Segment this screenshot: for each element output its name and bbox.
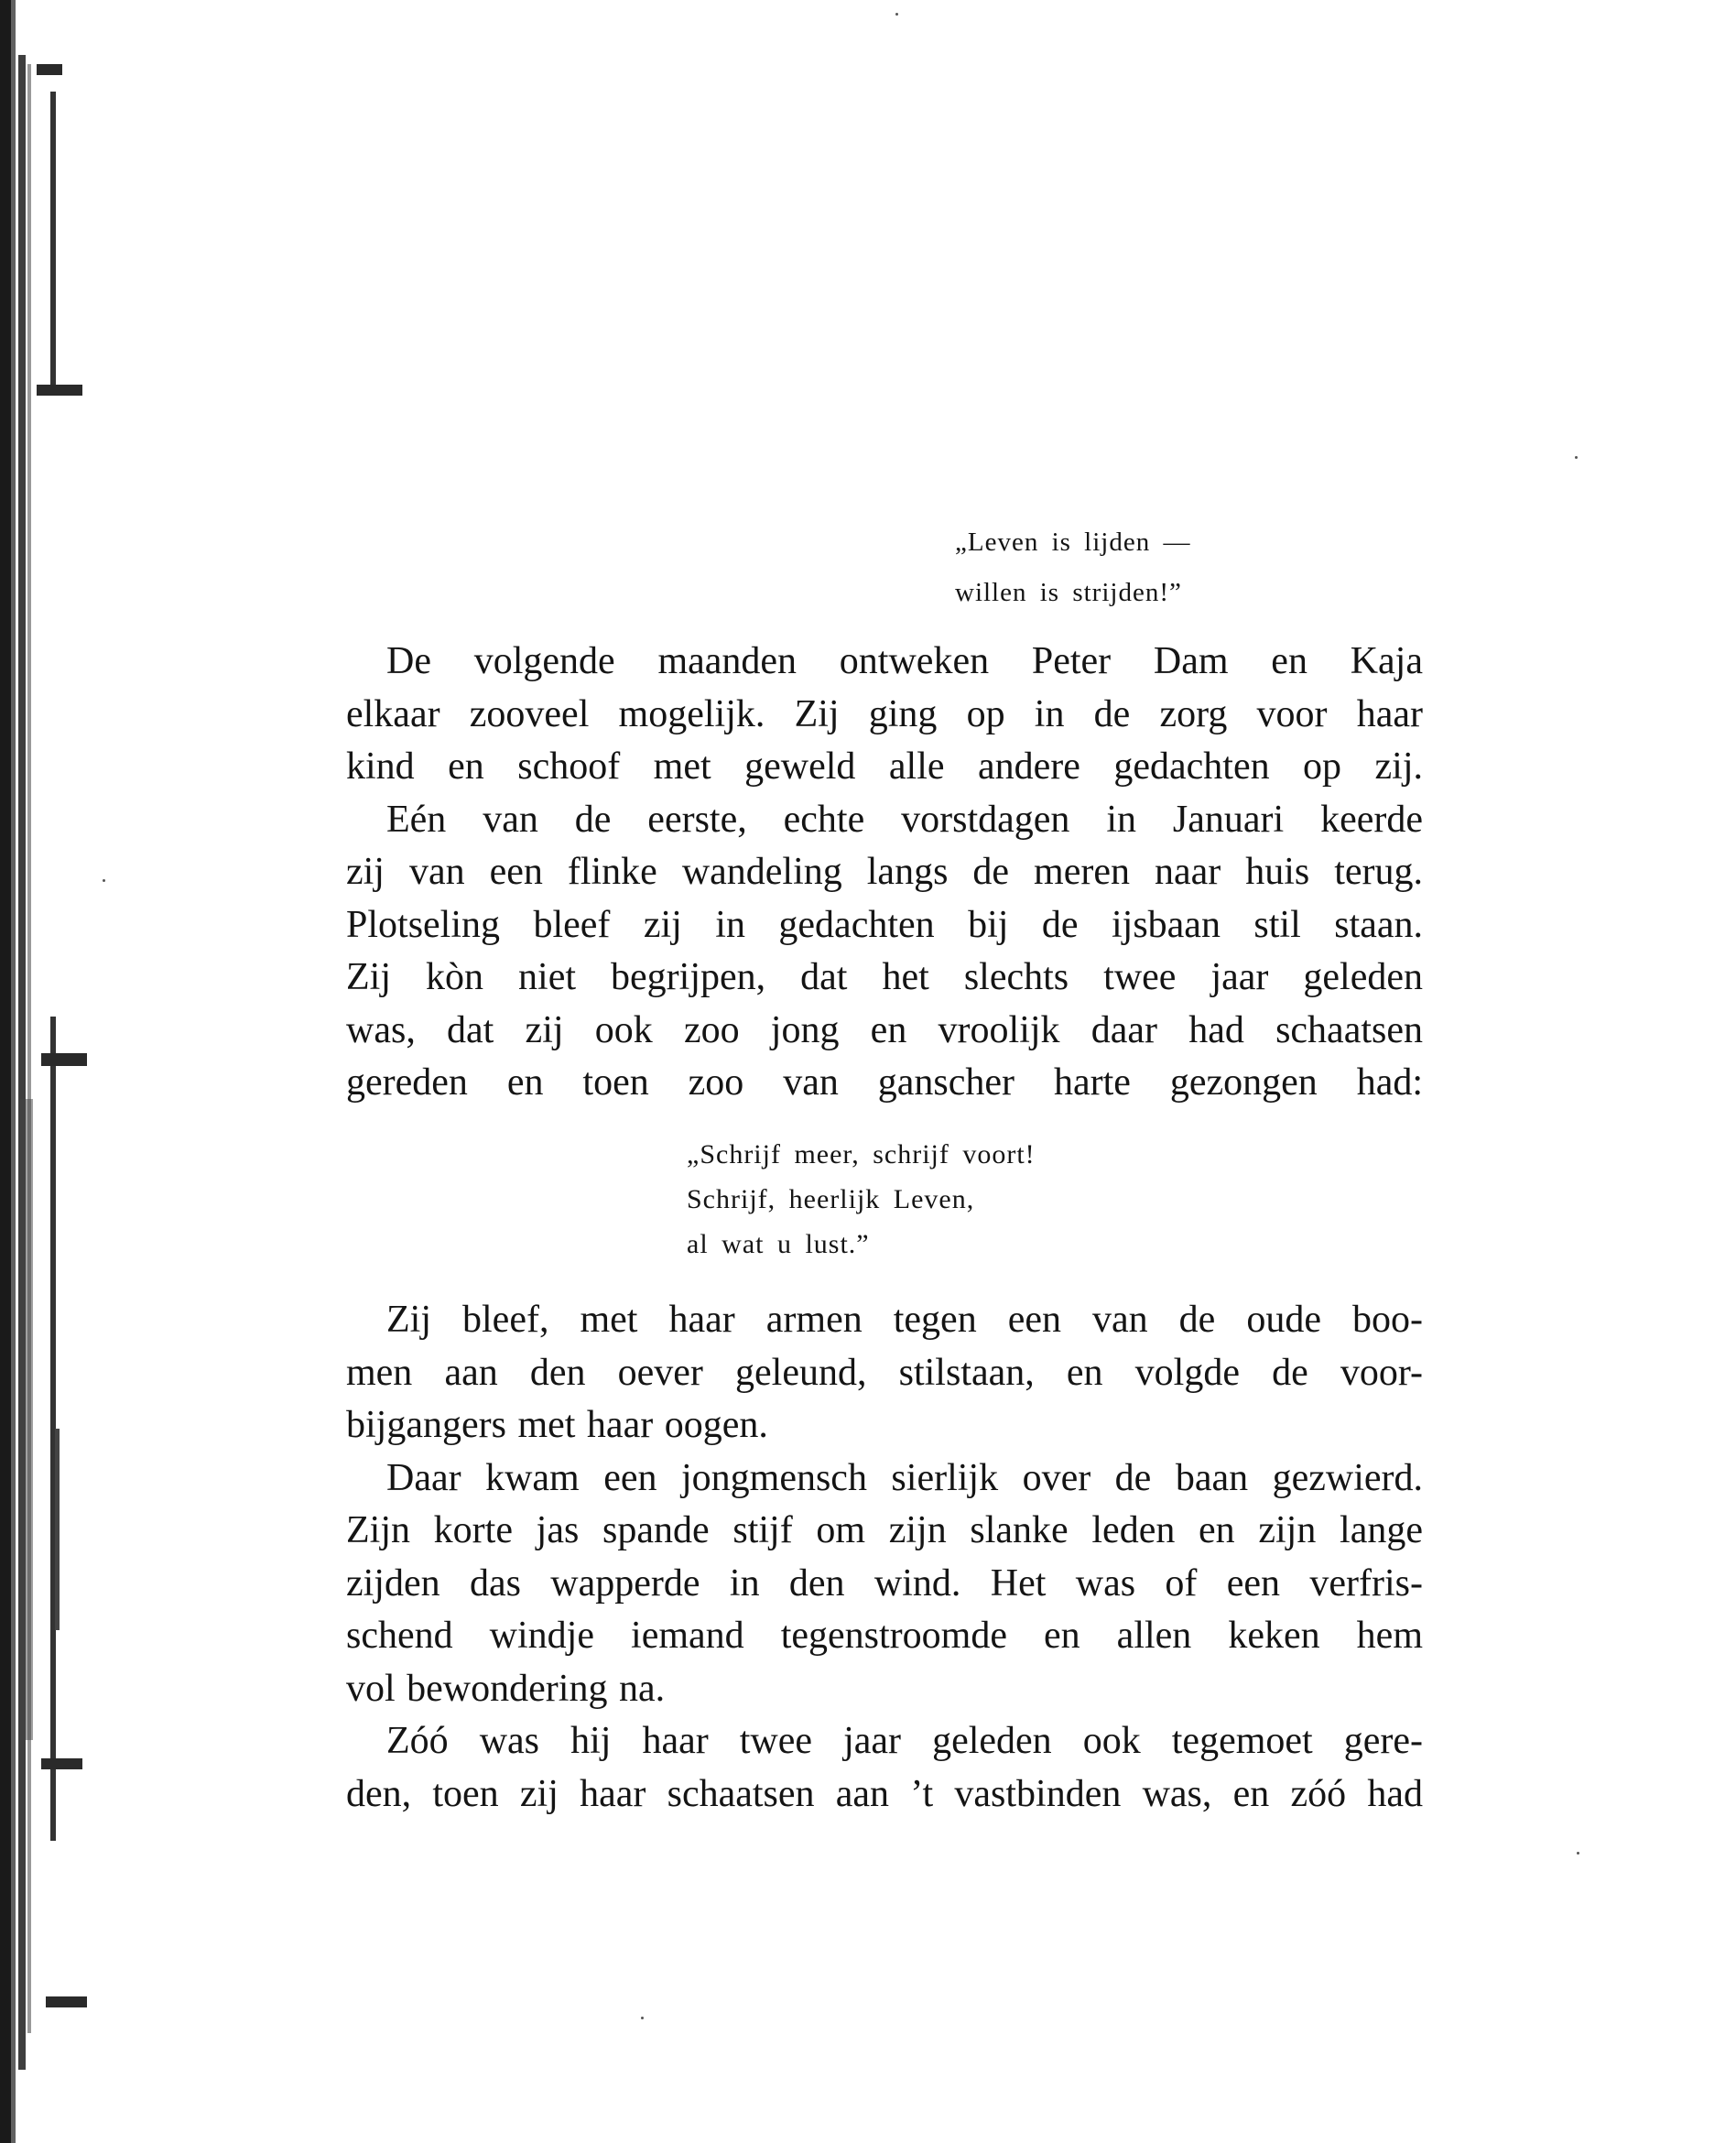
paragraph xyxy=(346,794,1423,1110)
text-line: Zij bleef, met haar armen tegen een van de oude boo- xyxy=(386,1299,1423,1341)
paragraph xyxy=(346,1452,1423,1716)
text-line: De volgende maanden ontweken Peter Dam en Kaja xyxy=(386,640,1423,682)
epigraph xyxy=(955,517,1190,618)
text-line: men aan den oever geleund, stilstaan, en volgde de voor- xyxy=(346,1351,1423,1394)
scan-speck xyxy=(895,13,898,16)
text-line: schend windje iemand tegenstroomde en allen keken hem xyxy=(346,1615,1423,1657)
epigraph-line: „Leven is lijden — xyxy=(955,528,1191,557)
text-line: Zijn korte jas spande stijf om zijn slanke leden en zijn lange xyxy=(346,1509,1423,1551)
verse-line: „Schrijf meer, schrijf voort! xyxy=(687,1139,1036,1169)
text-line: zij van een flinke wandeling langs de meren naar huis terug. xyxy=(346,851,1423,893)
text-line: vol bewondering na. xyxy=(346,1667,666,1710)
text-line: Zóó was hij haar twee jaar geleden ook tegemoet gere- xyxy=(386,1720,1423,1762)
text-line: zijden das wapperde in den wind. Het was of een verfris- xyxy=(346,1561,1423,1605)
text-line: gereden en toen zoo van ganscher harte gezongen had: xyxy=(346,1061,1423,1104)
book-binding-edge xyxy=(0,0,101,2143)
paragraph xyxy=(346,636,1423,794)
text-line: Plotseling bleef zij in gedachten bij de ijsbaan stil staan. xyxy=(346,903,1423,946)
epigraph-line: willen is strijden!” xyxy=(955,578,1182,607)
scan-speck xyxy=(103,879,105,882)
scan-speck xyxy=(641,2017,644,2019)
text-line: bijgangers met haar oogen. xyxy=(346,1404,768,1446)
body-text-block xyxy=(346,1294,1423,1821)
verse-line: al wat u lust.” xyxy=(687,1229,870,1259)
body-text-block xyxy=(346,636,1423,1110)
text-line: den, toen zij haar schaatsen aan ’t vastbinden was, en zóó had xyxy=(346,1772,1423,1815)
paragraph xyxy=(346,1715,1423,1821)
scan-speck xyxy=(1575,456,1578,459)
text-line: kind en schoof met geweld alle andere gedachten op zij. xyxy=(346,745,1423,788)
text-line: Eén van de eerste, echte vorstdagen in Januari keerde xyxy=(386,798,1423,841)
verse-quote xyxy=(687,1132,1036,1267)
text-line: Zij kòn niet begrijpen, dat het slechts twee jaar geleden xyxy=(346,956,1423,998)
scan-speck xyxy=(1577,1852,1579,1855)
text-line: was, dat zij ook zoo jong en vroolijk daar had schaatsen xyxy=(346,1008,1423,1051)
verse-line: Schrijf, heerlijk Leven, xyxy=(687,1184,975,1214)
text-line: Daar kwam een jongmensch sierlijk over de baan gezwierd. xyxy=(386,1456,1423,1499)
paragraph xyxy=(346,1294,1423,1452)
text-line: elkaar zooveel mogelijk. Zij ging op in de zorg voor haar xyxy=(346,692,1423,735)
